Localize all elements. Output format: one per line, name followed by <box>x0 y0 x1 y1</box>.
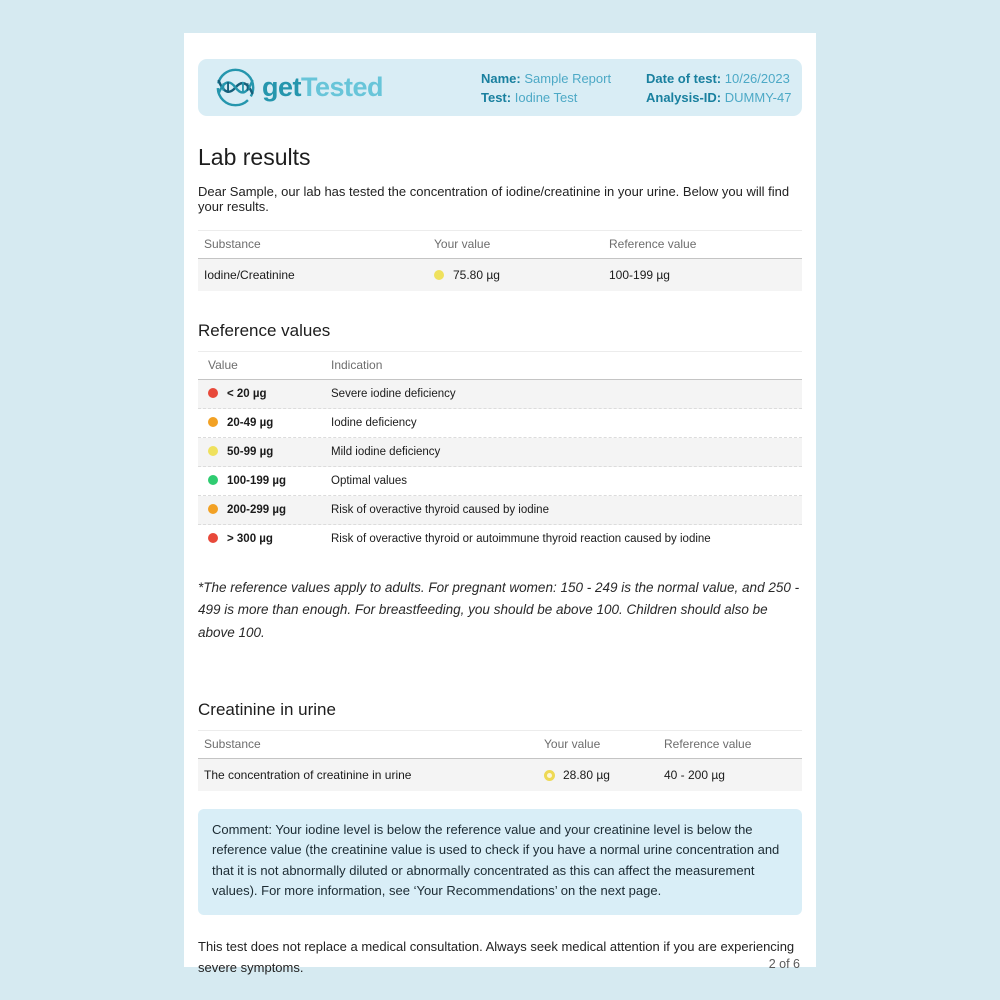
status-dot <box>208 417 218 427</box>
logo-get: get <box>262 72 301 102</box>
intro-text: Dear Sample, our lab has tested the concentration of iodine/creatinine in your urine. Below you will find your results. <box>198 184 790 214</box>
reference-values-title: Reference values <box>198 321 331 340</box>
value-text: > 300 µg <box>227 533 273 545</box>
your-value-cell <box>544 768 664 782</box>
field-name-value: Sample Report <box>524 71 612 86</box>
field-analysis-id-value: DUMMY-47 <box>724 90 792 105</box>
reference-cell: 40 - 200 µg <box>664 767 725 782</box>
field-name <box>481 69 611 88</box>
table-row <box>198 496 802 525</box>
header-fields-right <box>646 69 791 107</box>
value-cell <box>208 388 331 400</box>
col-substance: Substance <box>204 237 261 251</box>
substance-cell: The concentration of creatinine in urine <box>204 767 412 782</box>
col-substance: Substance <box>204 736 261 751</box>
your-value-cell <box>434 268 609 282</box>
disclaimer-text: This test does not replace a medical consultation. Always seek medical attention if you are experiencing severe symptoms. <box>198 938 795 975</box>
value-text: < 20 µg <box>227 388 267 400</box>
reference-note: *The reference values apply to adults. For pregnant women: 150 - 249 is the normal value, and 250 - 499 is more than enough. For breastfeeding, you should be above 100. Children should also be above 100. <box>198 580 800 640</box>
col-value: Value <box>208 358 238 372</box>
table-row <box>198 467 802 496</box>
status-ring-dot <box>544 770 555 781</box>
status-dot <box>208 504 218 514</box>
field-test-value: Iodine Test <box>514 90 578 105</box>
substance-cell: Iodine/Creatinine <box>204 268 295 282</box>
logo-wordmark <box>262 72 383 103</box>
page-number: 2 of 6 <box>768 957 800 971</box>
header-fields-left <box>481 69 611 107</box>
field-test-label: Test: <box>481 90 512 105</box>
value-text: 20-49 µg <box>227 417 274 429</box>
value-text: 50-99 µg <box>227 446 274 458</box>
dna-circle-icon <box>215 67 256 108</box>
field-name-label: Name: <box>481 71 521 86</box>
reference-values-table <box>198 351 802 553</box>
page-title: Lab results <box>198 144 311 170</box>
reference-cell: 100-199 µg <box>609 268 670 282</box>
value-cell <box>208 417 331 429</box>
col-reference-value: Reference value <box>664 736 752 751</box>
field-test <box>481 88 611 107</box>
indication-cell: Optimal values <box>331 475 408 487</box>
col-your-value: Your value <box>544 736 601 751</box>
value-cell <box>208 446 331 458</box>
status-dot <box>208 446 218 456</box>
report-page-content <box>184 59 816 993</box>
report-header <box>198 59 802 116</box>
field-date <box>646 69 791 88</box>
field-analysis-id-label: Analysis-ID: <box>646 90 722 105</box>
field-date-value: 10/26/2023 <box>724 71 790 86</box>
creatinine-title: Creatinine in urine <box>198 699 336 719</box>
creatinine-table <box>198 730 802 791</box>
creatinine-table-header <box>198 730 802 759</box>
report-page <box>184 33 816 975</box>
status-dot <box>434 270 444 280</box>
field-analysis-id <box>646 88 791 107</box>
indication-cell: Risk of overactive thyroid caused by iodine <box>331 504 549 516</box>
table-row <box>198 380 802 409</box>
status-dot <box>208 533 218 543</box>
value-cell <box>208 533 331 545</box>
col-indication: Indication <box>331 358 383 372</box>
value-cell <box>208 475 331 487</box>
value-cell <box>208 504 331 516</box>
value-text: 200-299 µg <box>227 504 287 516</box>
your-value-text: 75.80 µg <box>453 268 500 282</box>
status-dot <box>208 388 218 398</box>
your-value-text: 28.80 µg <box>563 767 610 782</box>
table-row <box>198 525 802 553</box>
status-dot <box>208 475 218 485</box>
col-your-value: Your value <box>434 237 491 251</box>
table-row <box>198 438 802 467</box>
comment-box: Comment: Your iodine level is below the reference value and your creatinine level is below the reference value (the creatinine value is used to check if you have a normal urine concentration and that it is not abnormally diluted or abnormally concentrated as this can affect the measurement values). For more information, see ‘Your Recommendations’ on the next page. <box>198 809 802 915</box>
col-reference-value: Reference value <box>609 237 697 251</box>
logo-tested: Tested <box>301 72 384 102</box>
indication-cell: Severe iodine deficiency <box>331 388 456 400</box>
field-date-label: Date of test: <box>646 71 722 86</box>
reference-table-header <box>198 351 802 380</box>
indication-cell: Risk of overactive thyroid or autoimmune thyroid reaction caused by iodine <box>331 533 711 545</box>
table-row <box>198 259 802 291</box>
lab-results-table-header <box>198 230 802 259</box>
indication-cell: Iodine deficiency <box>331 417 417 429</box>
table-row <box>198 759 802 791</box>
value-text: 100-199 µg <box>227 475 287 487</box>
indication-cell: Mild iodine deficiency <box>331 446 441 458</box>
lab-results-table <box>198 230 802 291</box>
gettested-logo <box>215 67 383 108</box>
table-row <box>198 409 802 438</box>
